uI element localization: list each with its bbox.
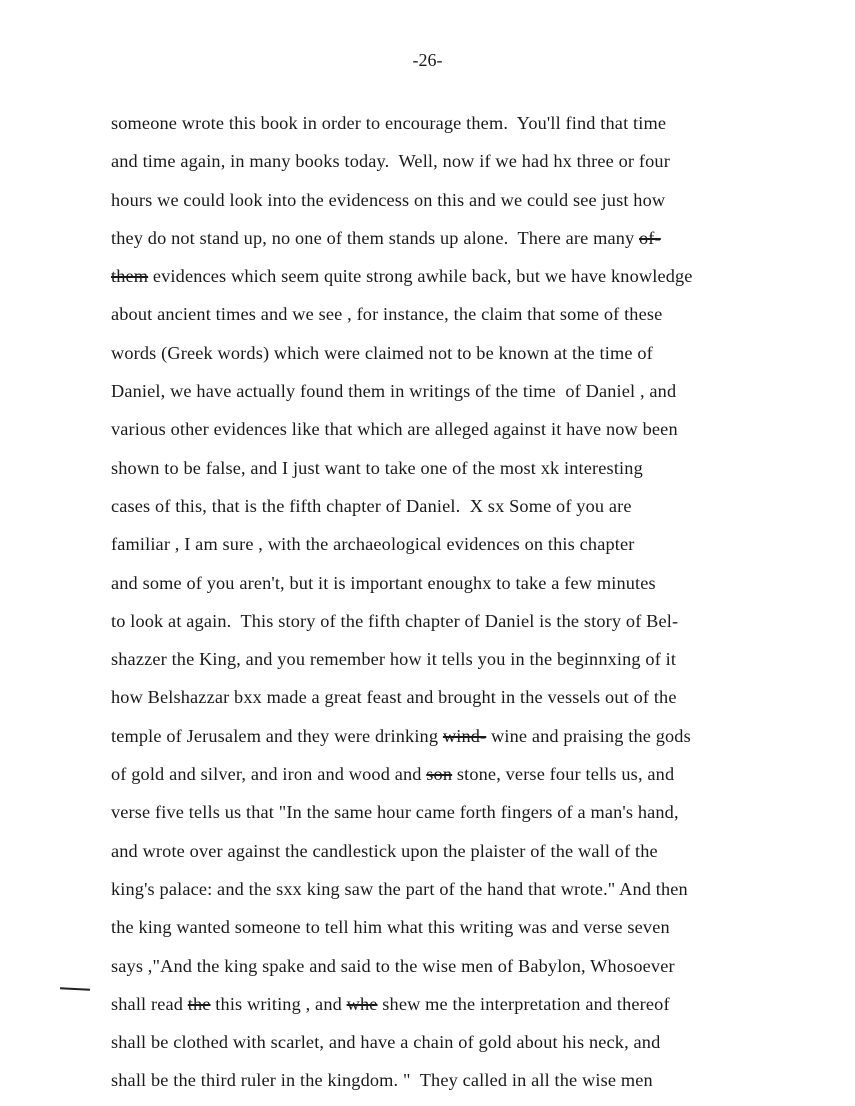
text-line — [111, 185, 811, 223]
struck-text: the — [187, 993, 211, 1014]
text-segment: words (Greek words) which were claimed not to be known at the time of — [111, 342, 653, 363]
text-segment: hours we could look into the evidencess on this and we could see just how — [111, 189, 666, 210]
text-line — [111, 338, 811, 376]
text-line — [111, 529, 811, 567]
text-line — [111, 759, 811, 797]
text-segment: how Belshazzar bxx made a great feast and brought in the vessels out of the — [111, 687, 677, 708]
text-segment: evidences which seem quite strong awhile back, but we have knowledge — [148, 266, 693, 287]
text-segment: shall read — [111, 993, 188, 1014]
text-segment: to look at again. This story of the fifth chapter of Daniel is the story of Bel- — [111, 610, 679, 631]
text-segment: familiar , I am sure , with the archaeological evidences on this chapter — [111, 534, 635, 555]
text-line — [111, 223, 811, 261]
text-segment: various other evidences like that which are alleged against it have now been — [111, 419, 678, 440]
text-segment: verse five tells us that "In the same hour came forth fingers of a man's hand, — [111, 802, 679, 823]
struck-text: son — [426, 764, 453, 785]
text-segment: and some of you aren't, but it is important enoughx to take a few minutes — [111, 572, 656, 593]
text-line — [111, 1027, 811, 1065]
text-line — [111, 1065, 811, 1103]
text-line — [111, 797, 811, 835]
text-segment: shew me the interpretation and thereof — [377, 993, 670, 1014]
text-line — [111, 644, 811, 682]
text-line — [111, 912, 811, 950]
text-line — [111, 376, 811, 414]
text-line — [111, 682, 811, 720]
text-line — [111, 453, 811, 491]
text-segment: the king wanted someone to tell him what this writing was and verse seven — [111, 917, 670, 938]
text-line — [111, 261, 811, 299]
text-segment: this writing , and — [210, 993, 347, 1014]
text-segment: shall be clothed with scarlet, and have a chain of gold about his neck, and — [111, 1032, 661, 1053]
text-line — [111, 874, 811, 912]
text-line — [111, 146, 811, 184]
margin-mark — [60, 987, 90, 991]
text-segment: of gold and silver, and iron and wood and — [111, 764, 427, 785]
text-segment: and time again, in many books today. Well, now if we had hx three or four — [111, 151, 670, 172]
document-body — [111, 108, 811, 1104]
text-segment: wine and praising the gods — [486, 725, 691, 746]
text-segment: says ,"And the king spake and said to the wise men of Babylon, Whosoever — [111, 955, 675, 976]
text-segment: someone wrote this book in order to encourage them. You'll find that time — [111, 113, 667, 133]
text-line — [111, 491, 811, 529]
text-segment: shazzer the King, and you remember how it tells you in the beginnxing of it — [111, 649, 677, 670]
text-segment: temple of Jerusalem and they were drinking — [111, 725, 443, 746]
text-line — [111, 836, 811, 874]
text-segment: and wrote over against the candlestick upon the plaister of the wall of the — [111, 840, 658, 861]
text-line — [111, 951, 811, 989]
text-line — [111, 414, 811, 452]
struck-text: wind- — [442, 725, 487, 746]
text-segment: shall be the third ruler in the kingdom. " They called in all the wise men — [111, 1070, 653, 1091]
text-segment: shown to be false, and I just want to take one of the most xk interesting — [111, 457, 643, 478]
text-line — [111, 721, 811, 759]
text-line — [111, 299, 811, 337]
text-segment: king's palace: and the sxx king saw the part of the hand that wrote." And then — [111, 878, 688, 899]
struck-text: them — [111, 266, 149, 287]
text-line — [111, 568, 811, 606]
text-line — [111, 606, 811, 644]
text-segment: Daniel, we have actually found them in writings of the time of Daniel , and — [111, 381, 677, 402]
text-segment: cases of this, that is the fifth chapter of Daniel. X sx Some of you are — [111, 495, 632, 516]
text-segment: stone, verse four tells us, and — [452, 764, 675, 785]
text-line — [111, 108, 811, 146]
struck-text: whe — [346, 993, 378, 1014]
struck-text: of- — [639, 227, 661, 248]
text-segment: they do not stand up, no one of them stands up alone. There are many — [111, 227, 640, 248]
page-number: -26- — [412, 50, 443, 70]
text-segment: about ancient times and we see , for instance, the claim that some of these — [111, 304, 663, 325]
text-line — [111, 989, 811, 1027]
